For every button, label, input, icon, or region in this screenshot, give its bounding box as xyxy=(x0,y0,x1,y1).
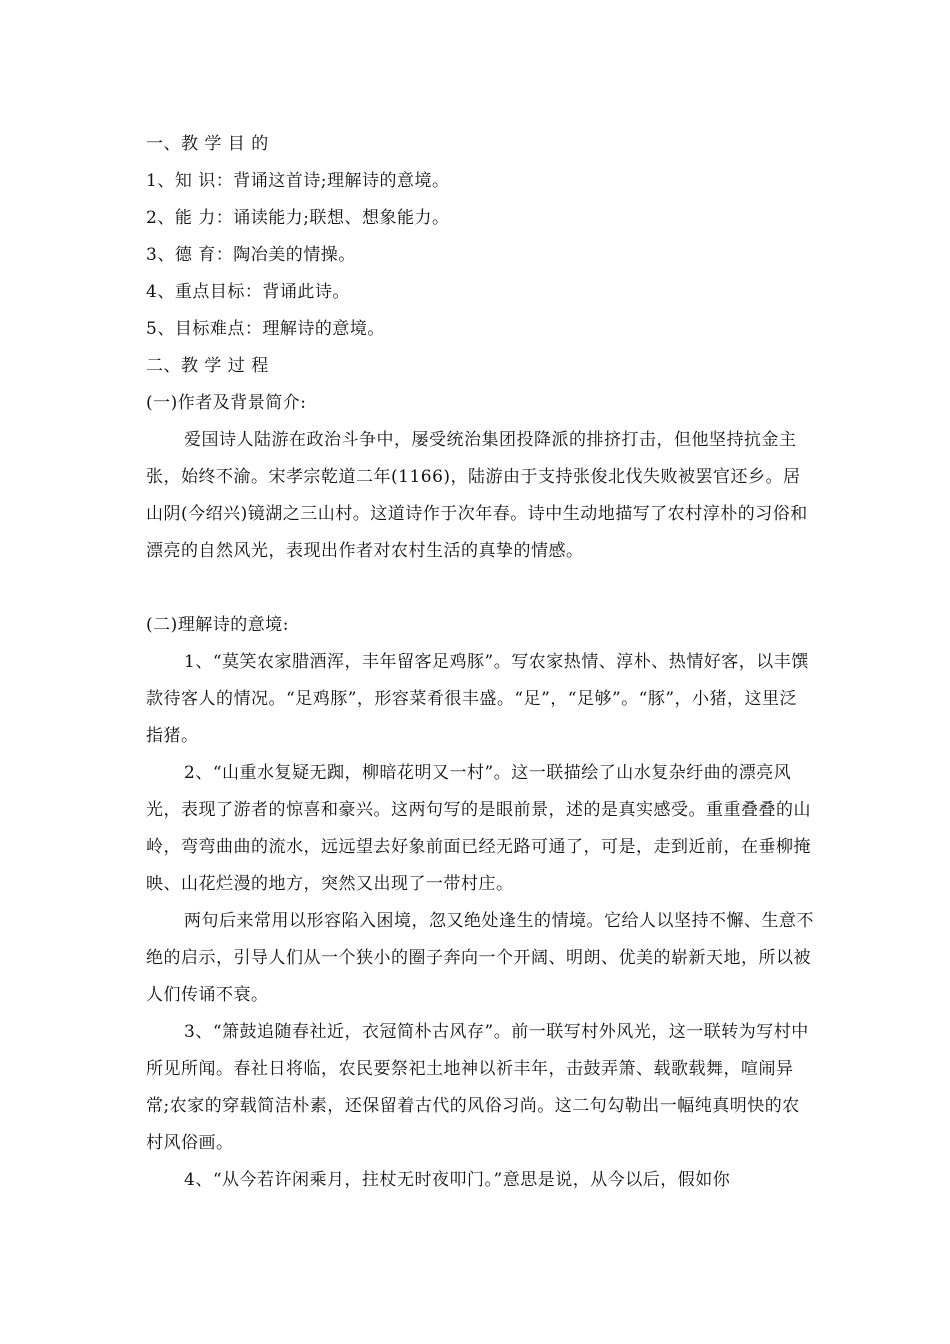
goal-item-key-target: 4、重点目标：背诵此诗。 xyxy=(146,282,350,302)
subsection-title-author: (一)作者及背景简介: xyxy=(146,393,307,413)
paragraph-couplet-2: 2、“山重水复疑无踟，柳暗花明又一村”。这一联描绘了山水复杂纡曲的漂亮风光，表现了游者的惊喜和豪兴。这两句写的是眼前景，述的是真实感受。重重叠叠的山岭，弯弯曲曲的流水，远远望去好象前面已经无路可通了，可是，走到近前，在垂柳掩映、山花烂漫的地方，突然又出现了一带村庄。 xyxy=(146,763,811,894)
goal-item-difficulty: 5、目标难点：理解诗的意境。 xyxy=(146,319,385,339)
goal-item-knowledge: 1、知 识：背诵这首诗;理解诗的意境。 xyxy=(146,171,450,191)
section-heading-process: 二、教 学 过 程 xyxy=(146,356,269,376)
paragraph-couplet-3: 3、“箫鼓追随春社近，衣冠简朴古风存”。前一联写村外风光，这一联转为写村中所见所闻。春社日将临，农民要祭祀土地神以祈丰年，击鼓弄箫、载歌载舞，喧闹异常;农家的穿载简洁朴素，还保留着古代的风俗习尚。这二句勾勒出一幅纯真明快的农村风俗画。 xyxy=(146,1022,809,1153)
subsection-title-meaning: (二)理解诗的意境: xyxy=(146,615,289,635)
spacer xyxy=(146,570,814,607)
paragraph-author-background: 爱国诗人陆游在政治斗争中，屡受统治集团投降派的排挤打击，但他坚持抗金主张，始终不渝。宋孝宗乾道二年(1166)，陆游由于支持张俊北伐失败被罢官还乡。居山阴(今绍兴)镜湖之三山村。这道诗作于次年春。诗中生动地描写了农村淳朴的习俗和漂亮的自然风光，表现出作者对农村生活的真挚的情感。 xyxy=(146,430,808,561)
paragraph-couplet-2-note: 两句后来常用以形容陷入困境，忽又绝处逢生的情境。它给人以坚持不懈、生意不绝的启示，引导人们从一个狭小的圈子奔向一个开阔、明朗、优美的崭新天地，所以被人们传诵不衰。 xyxy=(146,911,814,1005)
paragraph-couplet-4: 4、“从今若许闲乘月，拄杖无时夜叩门。”意思是说，从今以后，假如你 xyxy=(184,1170,731,1190)
goal-item-ability: 2、能 力：诵读能力;联想、想象能力。 xyxy=(146,208,450,228)
goal-item-moral: 3、德 育：陶冶美的情操。 xyxy=(146,245,356,265)
paragraph-couplet-1: 1、“莫笑农家腊酒浑，丰年留客足鸡豚”。写农家热情、淳朴、热情好客，以丰馔款待客人的情况。“足鸡豚”，形容菜肴很丰盛。“足”，“足够”。“豚”，小猪，这里泛指猪。 xyxy=(146,652,809,746)
document-body xyxy=(146,126,814,1199)
section-heading-goals: 一、教 学 目 的 xyxy=(146,134,269,154)
